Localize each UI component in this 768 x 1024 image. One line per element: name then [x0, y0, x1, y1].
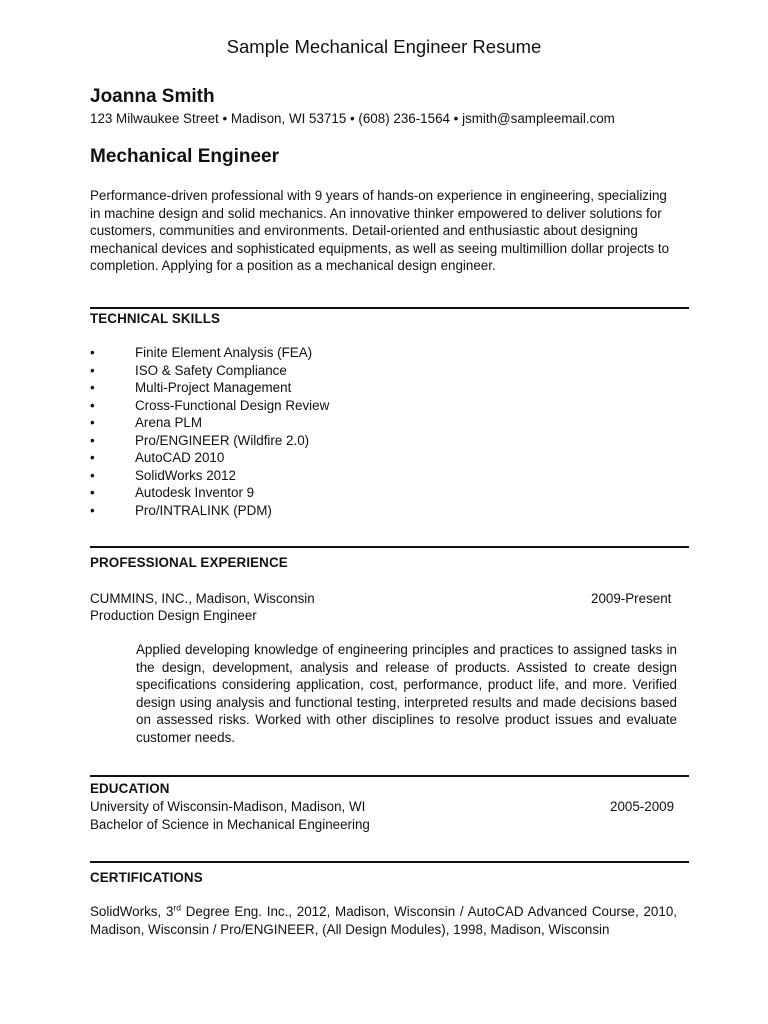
certifications-heading: CERTIFICATIONS: [90, 870, 203, 885]
skill-label: Cross-Functional Design Review: [135, 397, 330, 413]
certifications-text-start: SolidWorks, 3: [90, 904, 174, 919]
section-divider: [90, 861, 689, 863]
list-item: [90, 502, 329, 520]
certifications-text-rest: Degree Eng. Inc., 2012, Madison, Wisconsin / AutoCAD Advanced Course, 2010, Madison, Wisconsin / Pro/ENGINEER, (All Design Modules), 1998, Madison, Wisconsin: [90, 904, 677, 937]
job-employer: CUMMINS, INC., Madison, Wisconsin: [90, 591, 315, 606]
list-item: [90, 484, 329, 502]
skill-label: Arena PLM: [135, 415, 202, 430]
bullet-marker: •: [90, 450, 95, 465]
skill-label: ISO & Safety Compliance: [135, 362, 287, 378]
skill-label: Multi-Project Management: [135, 380, 292, 395]
technical-skills-heading: TECHNICAL SKILLS: [90, 311, 221, 326]
education-degree: Bachelor of Science in Mechanical Engineering: [90, 817, 370, 832]
bullet-marker: •: [90, 345, 95, 360]
job-description: Applied developing knowledge of engineering principles and practices to assigned tasks in the design, development, analysis and release of products. Assisted to create design specifications considering application, cost, performance, product life, and more. Verified design using analysis and functional testing, interpreted results and made decisions based on assessed risks. Worked with other disciplines to resolve product issues and evaluate customer needs.: [136, 642, 677, 745]
bullet-marker: •: [90, 432, 95, 448]
skill-label: SolidWorks 2012: [135, 467, 236, 483]
document-title: Sample Mechanical Engineer Resume: [226, 36, 542, 57]
contact-info: 123 Milwaukee Street • Madison, WI 53715 • (608) 236-1564 • jsmith@sampleemail.com: [90, 111, 615, 126]
list-item: [90, 344, 329, 362]
skill-label: Finite Element Analysis (FEA): [135, 345, 313, 360]
education-dates: 2005-2009: [610, 799, 675, 814]
job-dates: 2009-Present: [591, 591, 672, 606]
list-item: [90, 414, 329, 432]
list-item: [90, 467, 329, 485]
technical-skills-list: [90, 344, 329, 519]
professional-experience-heading: PROFESSIONAL EXPERIENCE: [90, 555, 288, 570]
skill-label: Autodesk Inventor 9: [135, 485, 255, 500]
job-title: Production Design Engineer: [90, 608, 257, 623]
bullet-marker: •: [90, 397, 95, 413]
candidate-name: Joanna Smith: [90, 86, 215, 107]
bullet-marker: •: [90, 415, 95, 430]
ordinal-suffix: rd: [173, 902, 181, 913]
certifications-text: [90, 903, 677, 938]
list-item: [90, 362, 329, 380]
section-divider: [90, 307, 689, 309]
bullet-marker: •: [90, 502, 95, 518]
skill-label: Pro/ENGINEER (Wildfire 2.0): [135, 432, 310, 448]
list-item: [90, 397, 329, 415]
bullet-marker: •: [90, 485, 95, 500]
section-divider: [90, 775, 689, 777]
section-divider: [90, 546, 689, 548]
bullet-marker: •: [90, 467, 95, 483]
skill-label: AutoCAD 2010: [135, 450, 225, 465]
skill-label: Pro/INTRALINK (PDM): [135, 502, 272, 518]
list-item: [90, 379, 329, 397]
role-title: Mechanical Engineer: [90, 146, 280, 167]
education-heading: EDUCATION: [90, 781, 170, 796]
professional-summary: Performance-driven professional with 9 years of hands-on experience in engineering, specializing in machine design and solid mechanics. An innovative thinker empowered to deliver solutions for customers, communities and environments. Detail-oriented and enthusiastic about designing mechanical devices and sophisticated equipments, as well as seeing multimillion dollar projects to completion. Applying for a position as a mechanical design engineer.: [90, 188, 670, 274]
bullet-marker: •: [90, 380, 95, 395]
bullet-marker: •: [90, 362, 95, 378]
list-item: [90, 449, 329, 467]
education-school: University of Wisconsin-Madison, Madison, WI: [90, 799, 366, 814]
list-item: [90, 432, 329, 450]
